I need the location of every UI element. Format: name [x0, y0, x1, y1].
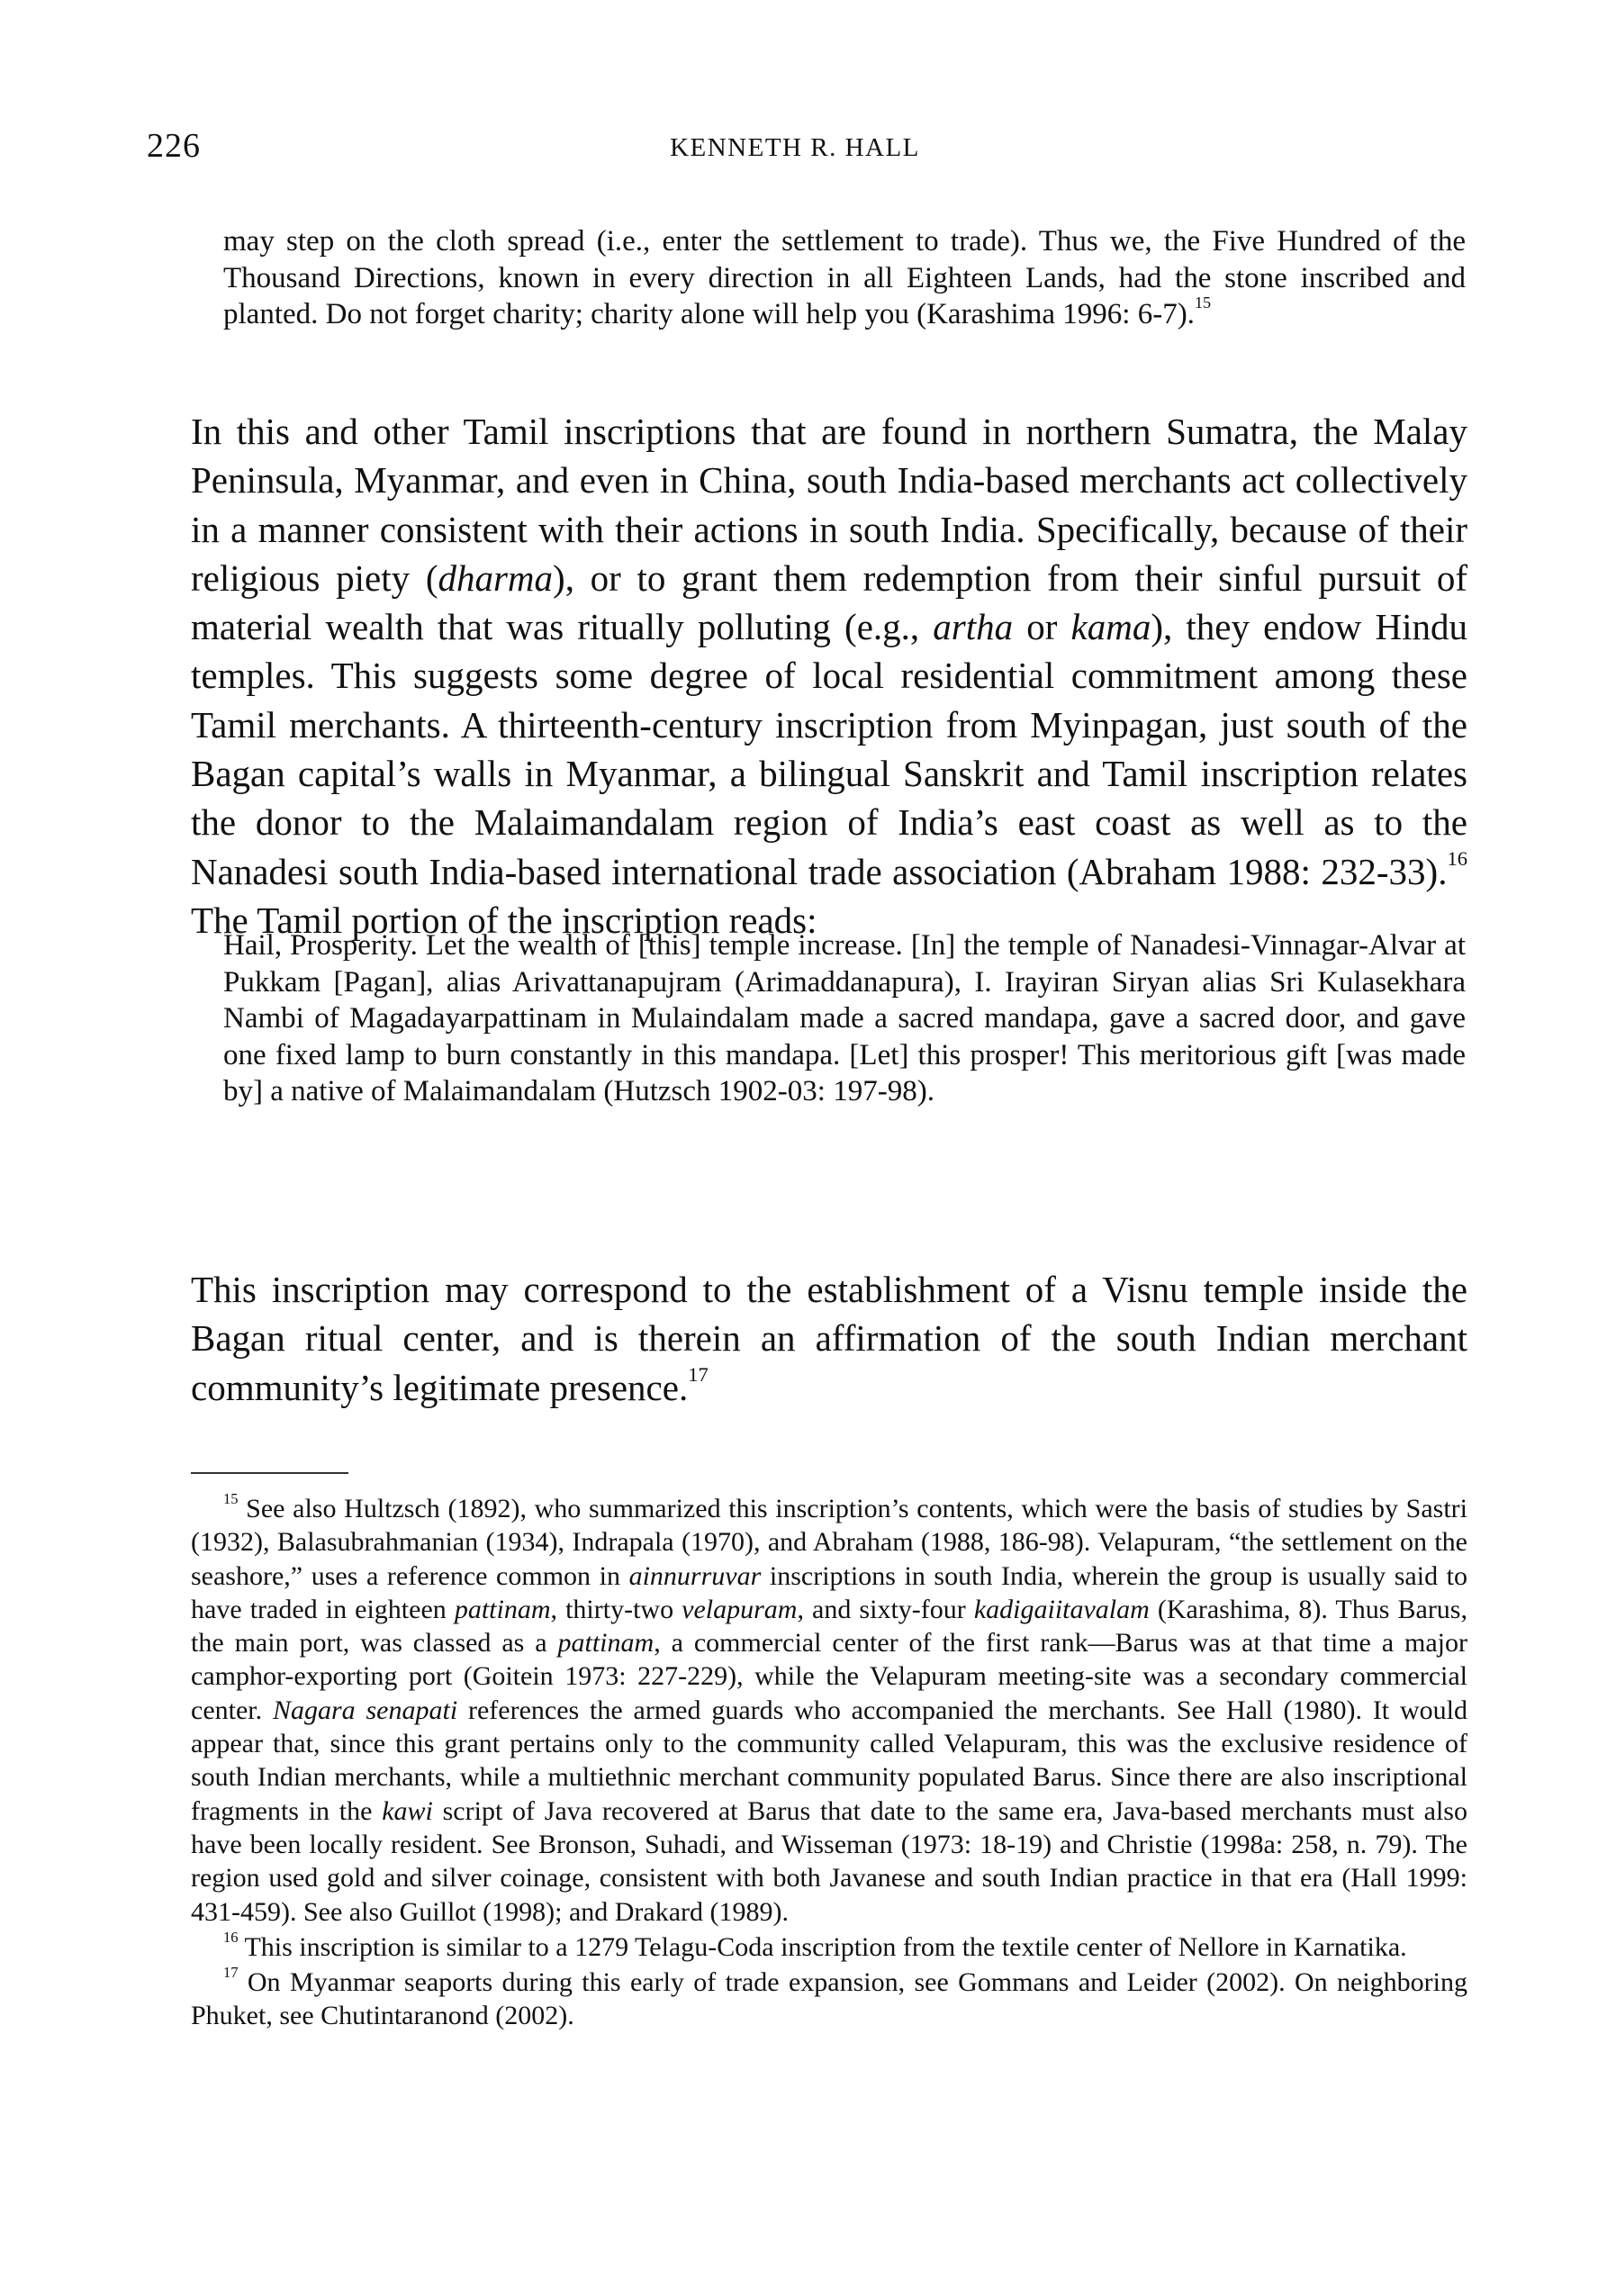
running-head: KENNETH R. HALL: [670, 133, 920, 162]
block-quote-charity: [223, 223, 1466, 333]
para-1-text-1: In this and other Tamil inscriptions that are found in northern Sumatra, the Malay Peninsula, Myanmar, and even in China, south India-based merchants act collectively in a manner consistent with their actions in south India. Specifically, because of their religious piety (: [191, 411, 1467, 599]
term-dharma: dharma: [438, 556, 554, 599]
footnote-16: [191, 1930, 1467, 1964]
footnote-15-text-7: references the armed guards who accompanied the merchants. See Hall (1980). It would appear that, since this grant pertains only to the community called Velapuram, this was the exclusive residence of south Indian merchants, while a multiethnic merchant community populated Barus. Since there are also inscriptional fragments in the: [191, 1695, 1467, 1826]
footnote-15: [191, 1489, 1468, 1929]
footnote-17-text: On Myanmar seaports during this early of trade expansion, see Gommans and Leider (2002). On neighboring Phuket, see Chutintaranond (2002).: [191, 1967, 1467, 2031]
footnote-15-number: 15: [223, 1489, 239, 1507]
para-1-text-4: ), they endow Hindu temples. This suggests some degree of local residential commitment among these Tamil merchants. A thirteenth-century inscription from Myinpagan, just south of the Bagan capital’s walls in Myanmar, a bilingual Sanskrit and Tamil inscription relates the donor to the Malaimandalam region of India’s east coast as well as to the Nanadesi south India-based international trade association (Abraham 1988: 232-33).: [191, 606, 1468, 892]
footnote-16-number: 16: [223, 1928, 239, 1946]
para-2-text: This inscription may correspond to the establishment of a Visnu temple inside the Bagan ritual center, and is therein an affirmation of the south Indian merchant community’s legitimate presence.: [191, 1269, 1467, 1408]
term-nagara-senapati: Nagara senapati: [272, 1695, 458, 1725]
para-1-text-2: ), or to grant them redemption from their sinful pursuit of material wealth that was ritually polluting (e.g.,: [191, 556, 1467, 648]
footnote-16-text: This inscription is similar to a 1279 Telagu-Coda inscription from the textile center of Nellore in Karnatika.: [238, 1931, 1407, 1962]
footnote-15-text-5: (Karashima, 8). Thus Barus, the main port, was classed as a: [191, 1594, 1467, 1659]
quote-1-text: may step on the cloth spread (i.e., enter the settlement to trade). Thus we, the Five Hundred of the Thousand Directions, known in every direction in all Eighteen Lands, had the stone inscribed and planted. Do not forget charity; charity alone will help you (Karashima 1996: 6-7).: [223, 225, 1466, 330]
footnote-15-text-3: , thirty-two: [550, 1594, 682, 1624]
footnote-ref-17: 17: [688, 1363, 709, 1387]
footnotes: [191, 1489, 1468, 2033]
footnote-15-text-8: script of Java recovered at Barus that date to the same era, Java-based merchants must also have been locally resident. See Bronson, Suhadi, and Wisseman (1973: 18-19) and Christie (1998a: 258, n. 79). The region used gold and silver coinage, consistent with both Javanese and south Indian practice in that era (Hall 1999: 431-459). See also Guillot (1998); and Drakard (1989).: [191, 1795, 1467, 1927]
paragraph-visnu-temple: [191, 1265, 1467, 1412]
footnote-15-text-2: inscriptions in south India, wherein the group is usually said to have traded in eighteen: [191, 1560, 1468, 1624]
block-quote-inscription: Hail, Prosperity. Let the wealth of [this] temple increase. [In] the temple of Nanadesi-Vinnagar-Alvar at Pukkam [Pagan], alias Arivattanapujram (Arimaddanapura), I. Irayiran Siryan alias Sri Kulasekhara Nambi of Magadayarpattinam in Mulaindalam made a sacred mandapa, gave a sacred door, and gave one fixed lamp to burn constantly in this mandapa. [Let] this prosper! This meritorious gift [was made by] a native of Malaimandalam (Hutzsch 1902-03: 197-98).: [223, 929, 1466, 1107]
para-1-text-3: or: [1013, 606, 1071, 648]
term-pattinam: pattinam: [454, 1594, 551, 1624]
footnote-ref-16: 16: [1447, 847, 1467, 871]
page-header: [147, 126, 1443, 171]
term-pattinam-2: pattinam: [557, 1628, 655, 1659]
paragraph-tamil-inscriptions: [191, 407, 1467, 945]
footnote-ref-15: 15: [1194, 294, 1212, 312]
footnote-15-text-6: , a commercial center of the first rank—Barus was at that time a major camphor-exporting port (Goitein 1973: 227-229), while the Velapuram meeting-site was a secondary commercial center.: [191, 1628, 1468, 1725]
term-ainnurruvar: ainnurruvar: [628, 1560, 762, 1591]
term-kama: kama: [1070, 606, 1151, 648]
footnote-15-text-4: , and sixty-four: [797, 1594, 974, 1624]
para-1-text-5: The Tamil portion of the inscription reads:: [191, 899, 817, 941]
footnote-17: [191, 1966, 1467, 2033]
term-kadigaiitavalam: kadigaiitavalam: [973, 1594, 1150, 1624]
page-number: 226: [147, 127, 201, 165]
footnote-separator: [191, 1472, 348, 1474]
term-velapuram: velapuram: [682, 1594, 798, 1624]
term-kawi: kawi: [382, 1795, 433, 1826]
term-artha: artha: [933, 606, 1014, 648]
footnote-15-text-1: See also Hultzsch (1892), who summarized this inscription’s contents, which were the basis of studies by Sastri (1932), Balasubrahmanian (1934), Indrapala (1970), and Abraham (1988, 186-98). Velapuram, “the settlement on the seashore,” uses a reference common in: [191, 1494, 1467, 1591]
footnote-17-number: 17: [223, 1964, 239, 1982]
